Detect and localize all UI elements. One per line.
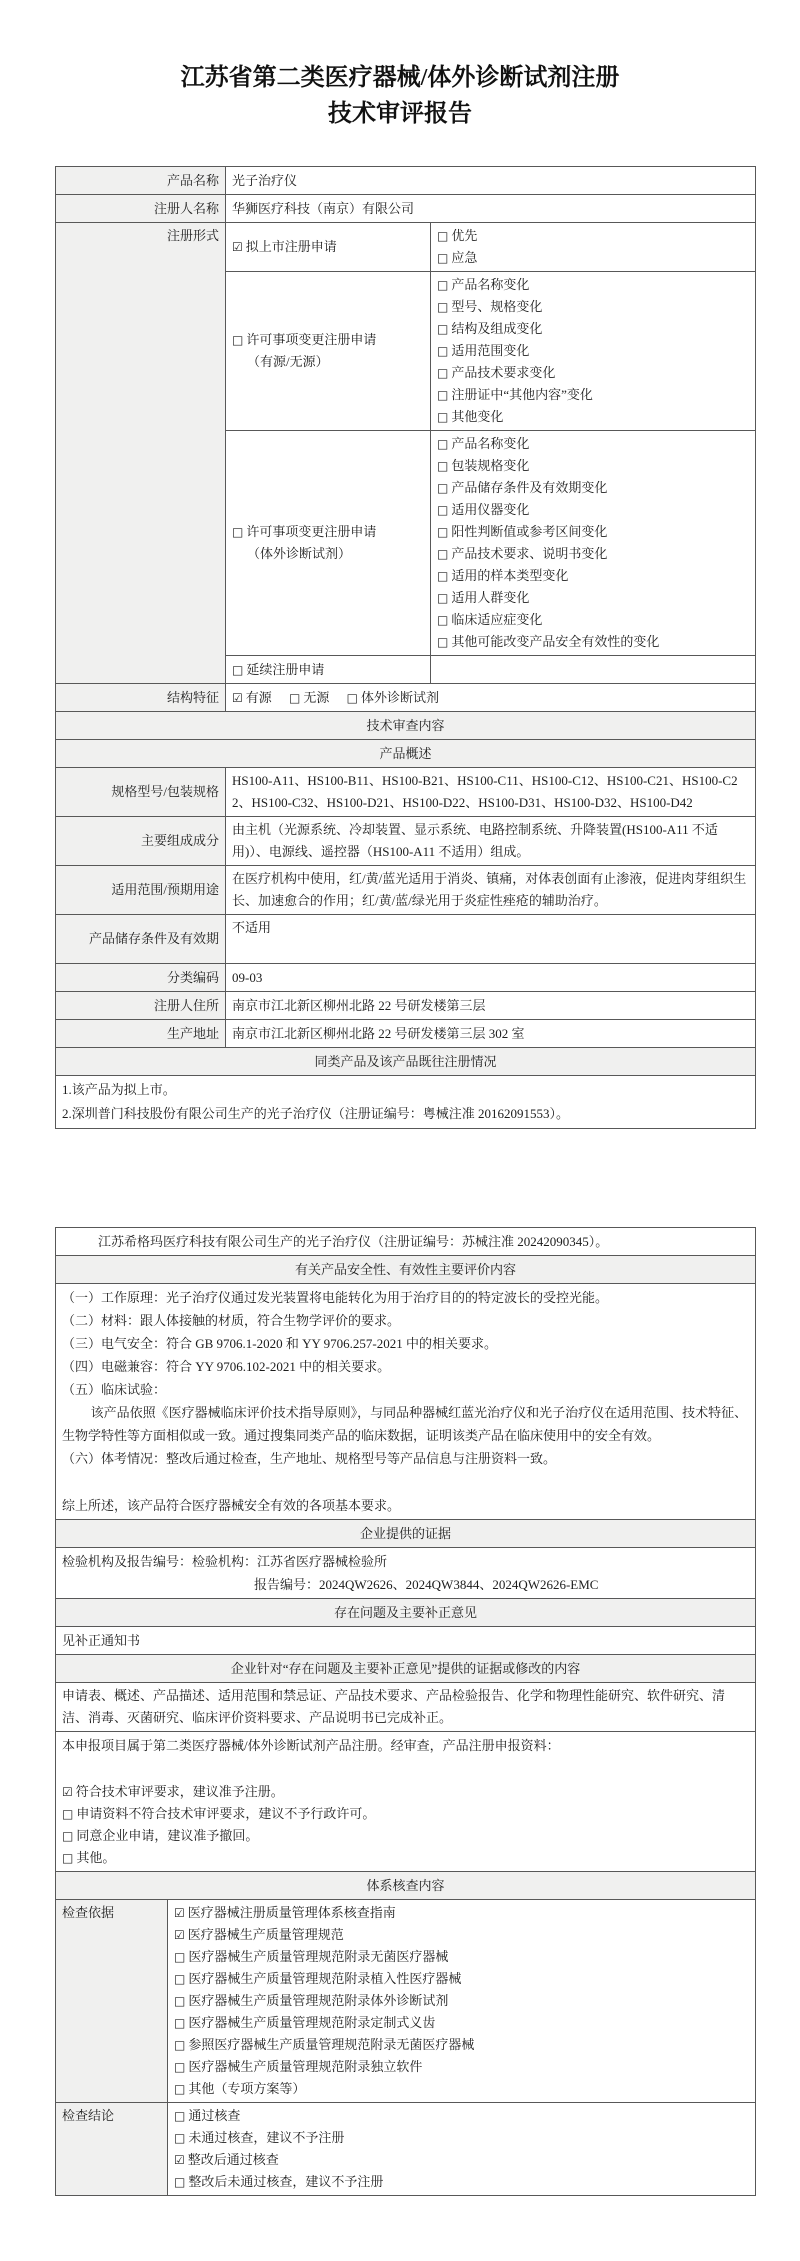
checkbox-option-note: （有源/无源） (247, 354, 329, 369)
checkbox-option (437, 274, 749, 296)
checkbox-option (232, 690, 272, 705)
reg-options-cell (431, 272, 756, 431)
registrant-address-label: 注册人住所 (56, 992, 226, 1020)
section-header-technical-review: 技术审查内容 (56, 712, 756, 740)
checkbox-icon: □ (232, 333, 244, 347)
inspection-basis-options (168, 1900, 756, 2103)
checkbox-option (174, 1924, 749, 1946)
evaluation-line: （三）电气安全：符合 GB 9706.1-2020 和 YY 9706.257-2021 中的相关要求。 (62, 1336, 498, 1351)
safety-evaluation-cell (56, 1284, 756, 1520)
production-address-value: 南京市江北新区柳州北路 22 号研发楼第三层 302 室 (226, 1020, 756, 1048)
evaluation-summary-line: 综上所述，该产品符合医疗器械安全有效的各项基本要求。 (62, 1498, 401, 1513)
section-header-response: 企业针对“存在问题及主要补正意见”提供的证据或修改的内容 (56, 1655, 756, 1683)
inspection-basis-label: 检查依据 (56, 1900, 168, 2103)
checkbox-icon: □ (174, 2038, 186, 2052)
checkbox-option (62, 1847, 749, 1869)
reg-type-cell (226, 223, 431, 272)
checkbox-icon: ☑ (174, 1928, 185, 1942)
checkbox-option (437, 609, 749, 631)
checkbox-icon: □ (174, 2131, 186, 2145)
checkbox-option (174, 1968, 749, 1990)
checkbox-option (174, 2056, 749, 2078)
checkbox-option (174, 1990, 749, 2012)
checkbox-option-label: 其他变化 (451, 409, 504, 424)
checkbox-icon: □ (62, 1851, 74, 1865)
checkbox-icon: ☑ (232, 690, 243, 705)
checkbox-option (174, 2171, 749, 2193)
checkbox-option (437, 384, 749, 406)
checkbox-option (437, 543, 749, 565)
production-address-label: 生产地址 (56, 1020, 226, 1048)
reg-type-cell (226, 656, 431, 684)
checkbox-icon: □ (437, 635, 449, 649)
checkbox-option (437, 477, 749, 499)
table-row (56, 866, 756, 915)
checkbox-option (174, 1902, 749, 1924)
spec-model-value: HS100-A11、HS100-B11、HS100-B21、HS100-C11、HS100-C12、HS100-C21、HS100-C22、HS100-C32、HS100-D21、HS100-D22、HS100-D31、HS100-D32、HS100-D42 (226, 768, 756, 817)
registration-form-label: 注册形式 (56, 223, 226, 684)
inspection-basis-row (56, 1900, 756, 2103)
checkbox-option (437, 362, 749, 384)
section-header-system-inspection: 体系核查内容 (56, 1872, 756, 1900)
checkbox-icon: □ (437, 569, 449, 583)
checkbox-icon: □ (437, 481, 449, 495)
checkbox-icon: □ (437, 229, 449, 243)
report-number-line: 报告编号：2024QW2626、2024QW3844、2024QW2626-EMC (254, 1577, 599, 1592)
registration-form-row-1 (56, 223, 756, 272)
checkbox-option-label: 其他（专项方案等） (188, 2081, 306, 2096)
checkbox-option-label: 符合技术审评要求，建议准予注册。 (75, 1784, 284, 1799)
checkbox-option (437, 499, 749, 521)
checkbox-option (437, 340, 749, 362)
intended-use-value: 在医疗机构中使用，红/黄/蓝光适用于消炎、镇痛，对体表创面有止渗液，促进肉芽组织生长、加速愈合的作用；红/黄/蓝/绿光用于炎症性痤疮的辅助治疗。 (226, 866, 756, 915)
checkbox-option-label: 阳性判断值或参考区间变化 (451, 524, 608, 539)
review-report-table-page2 (55, 1227, 756, 2196)
checkbox-option-label: 许可事项变更注册申请 (246, 524, 377, 539)
review-conclusion-cell (56, 1732, 756, 1872)
reg-options-cell (431, 223, 756, 272)
checkbox-option-label: 有源 (245, 689, 272, 705)
registrant-name-value: 华狮医疗科技（南京）有限公司 (226, 195, 756, 223)
checkbox-icon: □ (174, 2109, 186, 2123)
section-header-row (56, 1599, 756, 1627)
checkbox-option-label: 申请资料不符合技术审评要求，建议不予行政许可。 (76, 1806, 376, 1821)
table-row (56, 768, 756, 817)
checkbox-icon: □ (174, 1972, 186, 1986)
checkbox-option-note: （体外诊断试剂） (247, 546, 352, 561)
composition-label: 主要组成成分 (56, 817, 226, 866)
table-row (56, 915, 756, 964)
section-header-row (56, 1655, 756, 1683)
checkbox-option (174, 1946, 749, 1968)
checkbox-option (437, 406, 749, 428)
checkbox-icon: ☑ (174, 1906, 185, 1920)
checkbox-icon: □ (174, 2175, 186, 2189)
checkbox-option-label: 整改后通过核查 (187, 2152, 279, 2167)
table-row (56, 992, 756, 1020)
checkbox-option-label: 参照医疗器械生产质量管理规范附录无菌医疗器械 (188, 2037, 475, 2052)
checkbox-option-label: 医疗器械生产质量管理规范附录体外诊断试剂 (188, 1993, 449, 2008)
checkbox-option-label: 结构及组成变化 (451, 321, 543, 336)
checkbox-option-label: 产品储存条件及有效期变化 (451, 480, 608, 495)
reg-options-cell (431, 431, 756, 656)
evaluation-line: （一）工作原理：光子治疗仪通过发光装置将电能转化为用于治疗目的的特定波长的受控光能。 (62, 1290, 609, 1305)
checkbox-icon: ☑ (232, 240, 243, 254)
checkbox-option (437, 247, 749, 269)
checkbox-option-label: 无源 (303, 689, 330, 705)
table-row (56, 195, 756, 223)
checkbox-icon: □ (174, 1950, 186, 1964)
checkbox-icon: □ (62, 1807, 74, 1821)
checkbox-option (174, 2078, 749, 2100)
checkbox-icon: □ (437, 322, 449, 336)
checkbox-option (347, 690, 439, 705)
checkbox-option-label: 产品名称变化 (451, 277, 530, 292)
table-row (56, 1284, 756, 1520)
checkbox-icon: □ (174, 2060, 186, 2074)
reg-type-cell (226, 431, 431, 656)
checkbox-option-label: 适用范围变化 (451, 343, 530, 358)
checkbox-icon: □ (437, 525, 449, 539)
checkbox-option-label: 未通过核查，建议不予注册 (188, 2130, 345, 2145)
evaluation-line: （二）材料：跟人体接触的材质，符合生物学评价的要求。 (62, 1313, 401, 1328)
checkbox-option-label: 适用人群变化 (451, 590, 530, 605)
checkbox-option-label: 医疗器械注册质量管理体系核查指南 (187, 1905, 396, 1920)
structure-feature-options (226, 684, 756, 712)
class-code-label: 分类编码 (56, 964, 226, 992)
section-header-row (56, 1872, 756, 1900)
checkbox-icon: □ (174, 2082, 186, 2096)
checkbox-icon: □ (437, 459, 449, 473)
prior-registration-cell (56, 1076, 756, 1129)
registrant-name-label: 注册人名称 (56, 195, 226, 223)
checkbox-option (437, 318, 749, 340)
inspection-agency-line: 检验机构及报告编号：检验机构：江苏省医疗器械检验所 (62, 1554, 388, 1569)
spec-model-label: 规格型号/包装规格 (56, 768, 226, 817)
checkbox-option (289, 690, 329, 705)
checkbox-icon: □ (289, 690, 301, 705)
evaluation-line: （四）电磁兼容：符合 YY 9706.102-2021 中的相关要求。 (62, 1359, 391, 1374)
checkbox-icon: □ (437, 591, 449, 605)
checkbox-icon: □ (174, 2016, 186, 2030)
checkbox-option-label: 拟上市注册申请 (245, 239, 337, 254)
table-row (56, 1020, 756, 1048)
prior-registration-line: 2.深圳普门科技股份有限公司生产的光子治疗仪（注册证编号：粤械注准 20162091553）。 (62, 1106, 570, 1121)
checkbox-option (232, 521, 424, 543)
section-header-row (56, 1520, 756, 1548)
checkbox-icon: ☑ (62, 1785, 73, 1799)
table-row (56, 1228, 756, 1256)
evaluation-line: 该产品依照《医疗器械临床评价技术指导原则》，与同品种器械红蓝光治疗仪和光子治疗仪在适用范围、技术特征、生物学特性等方面相似或一致。通过搜集同类产品的临床数据，证明该类产品在临床使用中的安全有效。 (62, 1405, 748, 1443)
table-row (56, 1076, 756, 1129)
prior-registration-line: 1.该产品为拟上市。 (62, 1082, 176, 1097)
checkbox-option (437, 587, 749, 609)
checkbox-icon: □ (437, 366, 449, 380)
checkbox-option-label: 医疗器械生产质量管理规范附录无菌医疗器械 (188, 1949, 449, 1964)
checkbox-icon: □ (232, 525, 244, 539)
registrant-address-value: 南京市江北新区柳州北路 22 号研发楼第三层 (226, 992, 756, 1020)
checkbox-option (174, 2127, 749, 2149)
checkbox-option (437, 225, 749, 247)
reg-type-cell (226, 272, 431, 431)
checkbox-option (437, 521, 749, 543)
checkbox-icon: □ (62, 1829, 74, 1843)
checkbox-option-label: 通过核查 (188, 2108, 241, 2123)
checkbox-option (437, 565, 749, 587)
report-title-line2: 技术审评报告 (328, 101, 472, 127)
checkbox-option-label: 医疗器械生产质量管理规范 (187, 1927, 344, 1942)
table-row (56, 817, 756, 866)
checkbox-icon: □ (437, 388, 449, 402)
checkbox-option-label: 医疗器械生产质量管理规范附录定制式义齿 (188, 2015, 436, 2030)
composition-value: 由主机（光源系统、冷却装置、显示系统、电路控制系统、升降装置(HS100-A11 不适用)）、电源线、遥控器（HS100-A11 不适用）组成。 (226, 817, 756, 866)
checkbox-option-label: 型号、规格变化 (451, 299, 543, 314)
checkbox-option (437, 631, 749, 653)
checkbox-option-label: 延续注册申请 (246, 661, 325, 677)
checkbox-icon: □ (174, 1994, 186, 2008)
checkbox-option-label: 注册证中“其他内容”变化 (451, 387, 593, 402)
checkbox-icon: ☑ (174, 2153, 185, 2167)
checkbox-icon: □ (437, 300, 449, 314)
class-code-value: 09-03 (226, 964, 756, 992)
checkbox-option-label: 产品技术要求变化 (451, 365, 556, 380)
checkbox-option-label: 医疗器械生产质量管理规范附录植入性医疗器械 (188, 1971, 462, 1986)
checkbox-option (232, 659, 424, 681)
product-name-value: 光子治疗仪 (226, 167, 756, 195)
evaluation-line: （六）体考情况：整改后通过检查，生产地址、规格型号等产品信息与注册资料一致。 (62, 1451, 557, 1466)
section-header-enterprise-evidence: 企业提供的证据 (56, 1520, 756, 1548)
checkbox-icon: □ (437, 410, 449, 424)
table-row (56, 167, 756, 195)
table-row (56, 1683, 756, 1732)
storage-label: 产品储存条件及有效期 (56, 915, 226, 964)
prior-registration-continuation: 江苏希格玛医疗科技有限公司生产的光子治疗仪（注册证编号：苏械注准 20242090345）。 (56, 1228, 756, 1256)
checkbox-option (232, 329, 424, 351)
section-header-row (56, 740, 756, 768)
checkbox-icon: □ (437, 613, 449, 627)
storage-value: 不适用 (226, 915, 756, 964)
table-row (56, 1548, 756, 1599)
checkbox-option (174, 2012, 749, 2034)
checkbox-option-label: 整改后未通过核查，建议不予注册 (188, 2174, 384, 2189)
checkbox-option-label: 其他。 (76, 1850, 116, 1865)
checkbox-icon: □ (437, 437, 449, 451)
structure-feature-label: 结构特征 (56, 684, 226, 712)
section-header-issues: 存在问题及主要补正意见 (56, 1599, 756, 1627)
checkbox-option-label: 应急 (451, 250, 478, 265)
section-header-safety-evaluation: 有关产品安全性、有效性主要评价内容 (56, 1256, 756, 1284)
checkbox-option-label: 体外诊断试剂 (360, 689, 439, 705)
checkbox-option-label: 产品名称变化 (451, 436, 530, 451)
inspection-agency-cell (56, 1548, 756, 1599)
checkbox-option-label: 优先 (451, 228, 478, 243)
section-header-row (56, 1048, 756, 1076)
report-title-line1: 江苏省第二类医疗器械/体外诊断试剂注册 (180, 65, 620, 91)
checkbox-icon: □ (232, 662, 244, 677)
table-row (56, 1627, 756, 1655)
checkbox-icon: □ (437, 344, 449, 358)
checkbox-option-label: 其他可能改变产品安全有效性的变化 (451, 634, 660, 649)
section-header-product-overview: 产品概述 (56, 740, 756, 768)
checkbox-option-label: 许可事项变更注册申请 (246, 332, 377, 347)
checkbox-option (437, 455, 749, 477)
review-report-table-page1 (55, 166, 756, 1129)
checkbox-option-label: 产品技术要求、说明书变化 (451, 546, 608, 561)
checkbox-icon: □ (437, 547, 449, 561)
issues-value: 见补正通知书 (56, 1627, 756, 1655)
evaluation-line: （五）临床试验： (62, 1382, 167, 1397)
checkbox-option (174, 2034, 749, 2056)
checkbox-option (437, 296, 749, 318)
checkbox-option (437, 433, 749, 455)
table-row (56, 1732, 756, 1872)
intended-use-label: 适用范围/预期用途 (56, 866, 226, 915)
inspection-conclusion-label: 检查结论 (56, 2103, 168, 2196)
checkbox-option (232, 236, 424, 258)
checkbox-icon: □ (437, 251, 449, 265)
checkbox-option-label: 适用的样本类型变化 (451, 568, 569, 583)
checkbox-option (174, 2149, 749, 2171)
checkbox-option-label: 临床适应症变化 (451, 612, 543, 627)
checkbox-option-label: 医疗器械生产质量管理规范附录独立软件 (188, 2059, 423, 2074)
checkbox-icon: □ (346, 690, 358, 705)
checkbox-option (174, 2105, 749, 2127)
checkbox-option (62, 1781, 749, 1803)
report-title (0, 60, 800, 132)
review-conclusion-intro: 本申报项目属于第二类医疗器械/体外诊断试剂产品注册。经审查，产品注册申报资料： (62, 1738, 560, 1753)
structure-feature-row (56, 684, 756, 712)
checkbox-option-label: 包装规格变化 (451, 458, 530, 473)
checkbox-option (62, 1803, 749, 1825)
reg-options-cell-empty (431, 656, 756, 684)
table-row (56, 964, 756, 992)
response-value: 申请表、概述、产品描述、适用范围和禁忌证、产品技术要求、产品检验报告、化学和物理性能研究、软件研究、清洁、消毒、灭菌研究、临床评价资料要求、产品说明书已完成补正。 (56, 1683, 756, 1732)
inspection-conclusion-options (168, 2103, 756, 2196)
checkbox-icon: □ (437, 278, 449, 292)
product-name-label: 产品名称 (56, 167, 226, 195)
checkbox-option-label: 适用仪器变化 (451, 502, 530, 517)
section-header-row (56, 712, 756, 740)
checkbox-icon: □ (437, 503, 449, 517)
inspection-conclusion-row (56, 2103, 756, 2196)
section-header-row (56, 1256, 756, 1284)
checkbox-option (62, 1825, 749, 1847)
section-header-prior-registration: 同类产品及该产品既往注册情况 (56, 1048, 756, 1076)
checkbox-option-label: 同意企业申请，建议准予撤回。 (76, 1828, 259, 1843)
